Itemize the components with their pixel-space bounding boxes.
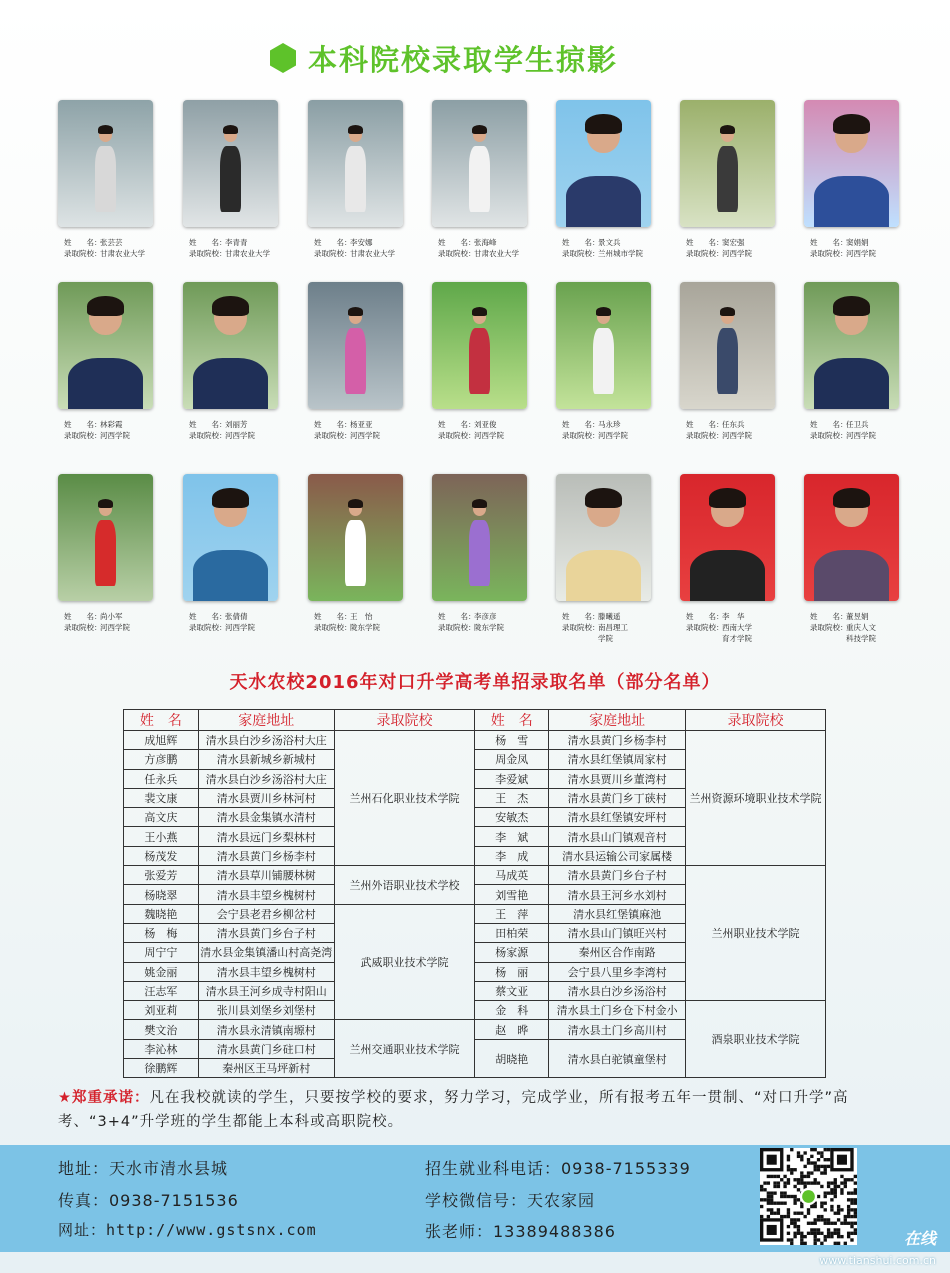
student-caption xyxy=(556,237,656,259)
student-card xyxy=(183,474,283,633)
student-card xyxy=(804,474,904,644)
student-name: 董昱娟 xyxy=(846,612,869,621)
name-label: 姓 名： xyxy=(810,612,848,621)
school-label: 录取院校： xyxy=(189,623,227,632)
student-name-cell: 李爱斌 xyxy=(475,769,549,788)
name-label: 姓 名： xyxy=(562,420,600,429)
name-label: 姓 名： xyxy=(438,238,476,247)
student-card xyxy=(680,474,780,644)
promise-text: 凡在我校就读的学生，只要按学校的要求，努力学习，完成学业，所有报考五年一贯制、“对口升学”高考、“3+4”升学班的学生都能上本科或高职院校。 xyxy=(58,1090,849,1130)
admission-table xyxy=(123,709,826,1078)
student-caption xyxy=(556,611,656,644)
student-school: 甘肃农业大学 xyxy=(474,249,519,258)
address-cell: 清水县贾川乡林河村 xyxy=(198,788,334,807)
name-label: 姓 名： xyxy=(314,612,352,621)
hexagon-icon xyxy=(270,43,296,73)
address-cell: 清水县永清镇南塬村 xyxy=(198,1020,334,1039)
student-name: 李青青 xyxy=(225,238,248,247)
student-caption xyxy=(308,611,408,633)
address-text: 地址：天水市清水县城 xyxy=(58,1159,229,1178)
student-name-cell: 刘亚莉 xyxy=(124,1001,199,1020)
student-card xyxy=(58,474,158,633)
student-name-cell: 杨茂发 xyxy=(124,846,199,865)
section-title-text: 本科院校录取学生掠影 xyxy=(308,42,619,77)
student-caption xyxy=(432,611,532,633)
address-cell: 清水县山门镇旺兴村 xyxy=(549,923,686,942)
student-school: 河西学院 xyxy=(846,431,876,440)
student-name-cell: 田柏荣 xyxy=(475,923,549,942)
student-name: 尚小军 xyxy=(100,612,123,621)
student-name-cell: 杨晓翠 xyxy=(124,885,199,904)
table-header-cell: 姓 名 xyxy=(124,710,199,731)
address-cell: 清水县黄门乡台子村 xyxy=(198,923,334,942)
student-photo xyxy=(183,282,278,409)
school-label: 录取院校： xyxy=(686,249,724,258)
address-cell: 清水县山门镇观音村 xyxy=(549,827,686,846)
student-school: 陇东学院 xyxy=(474,623,504,632)
student-photo xyxy=(308,100,403,227)
address-cell: 会宁县老君乡柳岔村 xyxy=(198,904,334,923)
student-name: 张芸芸 xyxy=(100,238,123,247)
address-cell: 会宁县八里乡李湾村 xyxy=(549,962,686,981)
student-photo xyxy=(432,100,527,227)
address-cell: 清水县远门乡梨林村 xyxy=(198,827,334,846)
student-name-cell: 杨家源 xyxy=(475,943,549,962)
student-card xyxy=(556,474,656,644)
address-cell: 清水县黄门乡杨李村 xyxy=(198,846,334,865)
school-label: 录取院校： xyxy=(810,249,848,258)
student-name: 刘丽芳 xyxy=(225,420,248,429)
fax-text: 传真：0938-7151536 xyxy=(58,1191,239,1210)
address-cell: 秦州区合作南路 xyxy=(549,943,686,962)
student-card xyxy=(680,100,780,259)
student-school: 河西学院 xyxy=(100,431,130,440)
school-cell: 兰州职业技术学院 xyxy=(686,866,826,1001)
student-name-cell: 汪志军 xyxy=(124,981,199,1000)
name-label: 姓 名： xyxy=(189,612,227,621)
address-cell: 清水县土门乡高川村 xyxy=(549,1020,686,1039)
address-cell: 清水县红堡镇周家村 xyxy=(549,750,686,769)
section-title xyxy=(270,36,618,80)
student-name-cell: 马成英 xyxy=(475,866,549,885)
address-cell: 清水县白沙乡汤浴村大庄 xyxy=(198,769,334,788)
student-name: 窦宏强 xyxy=(722,238,745,247)
student-name-cell: 杨 雪 xyxy=(475,731,549,750)
school-label: 录取院校： xyxy=(438,249,476,258)
student-caption xyxy=(804,611,904,644)
student-school: 兰州城市学院 xyxy=(598,249,643,258)
school-cell: 兰州交通职业技术学院 xyxy=(334,1020,475,1078)
student-caption xyxy=(183,611,283,633)
student-caption xyxy=(804,419,904,441)
student-card xyxy=(58,282,158,441)
student-name-cell: 成旭辉 xyxy=(124,731,199,750)
address-cell: 清水县红堡镇麻池 xyxy=(549,904,686,923)
student-card xyxy=(308,282,408,441)
school-label: 录取院校： xyxy=(562,623,600,632)
student-name: 马永珍 xyxy=(598,420,621,429)
student-school: 甘肃农业大学 xyxy=(350,249,395,258)
school-cell: 兰州资源环境职业技术学院 xyxy=(686,731,826,866)
student-name: 李彦彦 xyxy=(474,612,497,621)
list-title: 天水农校2016年对口升学高考单招录取名单（部分名单） xyxy=(229,672,721,693)
school-label: 录取院校： xyxy=(314,431,352,440)
student-photo xyxy=(556,100,651,227)
student-name-cell: 李沁林 xyxy=(124,1039,199,1058)
address-cell: 清水县金集镇水清村 xyxy=(198,808,334,827)
student-name-cell: 任永兵 xyxy=(124,769,199,788)
student-card xyxy=(308,100,408,259)
student-school: 河西学院 xyxy=(225,431,255,440)
name-label: 姓 名： xyxy=(686,612,724,621)
student-name: 景文兵 xyxy=(598,238,621,247)
school-label: 录取院校： xyxy=(810,623,848,632)
student-caption xyxy=(680,419,780,441)
watermark-url: www.tianshui.com.cn xyxy=(819,1254,936,1267)
student-photo xyxy=(556,282,651,409)
address-cell: 清水县红堡镇安坪村 xyxy=(549,808,686,827)
school-label: 录取院校： xyxy=(438,623,476,632)
student-name: 王 怡 xyxy=(350,612,373,621)
school-label: 录取院校： xyxy=(64,249,102,258)
student-name-cell: 安敏杰 xyxy=(475,808,549,827)
address-cell: 清水县白驼镇童堡村 xyxy=(549,1039,686,1078)
school-cell: 兰州外语职业技术学校 xyxy=(334,866,475,905)
student-name: 滕曦遥 xyxy=(598,612,621,621)
school-label: 录取院校： xyxy=(438,431,476,440)
student-school: 河西学院 xyxy=(722,249,752,258)
school-label: 录取院校： xyxy=(64,431,102,440)
name-label: 姓 名： xyxy=(64,612,102,621)
table-header-row xyxy=(124,710,826,731)
student-photo xyxy=(58,474,153,601)
student-school: 河西学院 xyxy=(598,431,628,440)
address-cell: 清水县白沙乡汤浴村大庄 xyxy=(198,731,334,750)
student-school: 陇东学院 xyxy=(350,623,380,632)
student-name-cell: 裴文康 xyxy=(124,788,199,807)
student-name-cell: 王小燕 xyxy=(124,827,199,846)
teacher-phone-text: 张老师：13389488386 xyxy=(425,1222,616,1241)
address-cell: 清水县黄门乡丁硖村 xyxy=(549,788,686,807)
student-caption xyxy=(804,237,904,259)
student-school: 河西学院 xyxy=(225,623,255,632)
student-photo xyxy=(804,100,899,227)
name-label: 姓 名： xyxy=(810,238,848,247)
student-name: 李 华 xyxy=(722,612,745,621)
address-cell: 清水县黄门乡砫口村 xyxy=(198,1039,334,1058)
school-label: 录取院校： xyxy=(686,431,724,440)
student-school: 甘肃农业大学 xyxy=(100,249,145,258)
address-cell: 清水县白沙乡汤浴村 xyxy=(549,981,686,1000)
student-name-cell: 蔡文亚 xyxy=(475,981,549,1000)
student-card xyxy=(432,100,532,259)
address-cell: 清水县运输公司家属楼 xyxy=(549,846,686,865)
student-school: 河西学院 xyxy=(100,623,130,632)
student-card xyxy=(432,282,532,441)
student-name: 杨亚亚 xyxy=(350,420,373,429)
student-school: 西南大学 育才学院 xyxy=(722,623,752,643)
table-header-cell: 家庭地址 xyxy=(198,710,334,731)
school-label: 录取院校： xyxy=(686,623,724,632)
school-cell: 酒泉职业技术学院 xyxy=(686,1001,826,1078)
phone-text: 招生就业科电话：0938-7155339 xyxy=(425,1159,691,1178)
address-cell: 清水县土门乡仓下村金小 xyxy=(549,1001,686,1020)
wechat-text: 学校微信号：天农家园 xyxy=(425,1191,596,1210)
watermark-logo: 在线 xyxy=(903,1229,936,1248)
student-name-cell: 张爱芳 xyxy=(124,866,199,885)
student-caption xyxy=(432,419,532,441)
name-label: 姓 名： xyxy=(810,420,848,429)
student-caption xyxy=(308,237,408,259)
student-card xyxy=(58,100,158,259)
name-label: 姓 名： xyxy=(64,420,102,429)
school-label: 录取院校： xyxy=(64,623,102,632)
student-name-cell: 杨 梅 xyxy=(124,923,199,942)
student-school: 南昌理工 学院 xyxy=(598,623,628,643)
student-caption xyxy=(183,419,283,441)
student-name: 窦娟娟 xyxy=(846,238,869,247)
student-name-cell: 周宁宁 xyxy=(124,943,199,962)
student-card xyxy=(804,100,904,259)
address-cell: 清水县黄门乡台子村 xyxy=(549,866,686,885)
address-cell: 张川县刘堡乡刘堡村 xyxy=(198,1001,334,1020)
name-label: 姓 名： xyxy=(189,238,227,247)
address-cell: 清水县丰望乡槐树村 xyxy=(198,885,334,904)
student-caption xyxy=(183,237,283,259)
student-name-cell: 姚金丽 xyxy=(124,962,199,981)
student-name: 任东兵 xyxy=(722,420,745,429)
student-card xyxy=(183,100,283,259)
student-name-cell: 方彦鹏 xyxy=(124,750,199,769)
student-card xyxy=(308,474,408,633)
student-school: 河西学院 xyxy=(722,431,752,440)
school-label: 录取院校： xyxy=(189,431,227,440)
student-caption xyxy=(58,611,158,633)
address-cell: 清水县王河乡成寺村阳山 xyxy=(198,981,334,1000)
student-caption xyxy=(680,611,780,644)
student-name-cell: 王 杰 xyxy=(475,788,549,807)
student-caption xyxy=(58,237,158,259)
student-name: 任卫兵 xyxy=(846,420,869,429)
table-row xyxy=(124,1001,826,1020)
promise-lead: ★郑重承诺： xyxy=(58,1090,150,1106)
student-photo xyxy=(432,474,527,601)
student-photo xyxy=(432,282,527,409)
student-name: 刘亚俊 xyxy=(474,420,497,429)
student-name-cell: 魏晓艳 xyxy=(124,904,199,923)
student-photo xyxy=(58,100,153,227)
student-photo xyxy=(804,282,899,409)
student-photo xyxy=(804,474,899,601)
school-label: 录取院校： xyxy=(562,249,600,258)
student-photo xyxy=(680,100,775,227)
school-cell: 兰州石化职业技术学院 xyxy=(334,731,475,866)
student-name-cell: 胡晓艳 xyxy=(475,1039,549,1078)
table-header-cell: 录取院校 xyxy=(334,710,475,731)
name-label: 姓 名： xyxy=(438,420,476,429)
student-name: 林彩霞 xyxy=(100,420,123,429)
student-caption xyxy=(432,237,532,259)
address-cell: 清水县新城乡新城村 xyxy=(198,750,334,769)
student-card xyxy=(183,282,283,441)
name-label: 姓 名： xyxy=(438,612,476,621)
student-name-cell: 金 科 xyxy=(475,1001,549,1020)
student-school: 河西学院 xyxy=(474,431,504,440)
address-cell: 清水县王河乡水刘村 xyxy=(549,885,686,904)
name-label: 姓 名： xyxy=(686,238,724,247)
student-card xyxy=(680,282,780,441)
student-photo xyxy=(58,282,153,409)
student-name-cell: 高文庆 xyxy=(124,808,199,827)
student-name-cell: 刘雪艳 xyxy=(475,885,549,904)
address-cell: 清水县丰望乡槐树村 xyxy=(198,962,334,981)
address-cell: 清水县草川铺腰林树 xyxy=(198,866,334,885)
student-card xyxy=(556,282,656,441)
student-school: 甘肃农业大学 xyxy=(225,249,270,258)
student-photo xyxy=(680,474,775,601)
address-cell: 清水县黄门乡杨李村 xyxy=(549,731,686,750)
student-photo xyxy=(680,282,775,409)
name-label: 姓 名： xyxy=(189,420,227,429)
student-name-cell: 周金凤 xyxy=(475,750,549,769)
qr-code-icon xyxy=(760,1148,857,1245)
student-caption xyxy=(556,419,656,441)
name-label: 姓 名： xyxy=(562,238,600,247)
student-caption xyxy=(308,419,408,441)
table-row xyxy=(124,866,826,885)
student-name-cell: 王 萍 xyxy=(475,904,549,923)
school-cell: 武威职业技术学院 xyxy=(334,904,475,1020)
student-school: 河西学院 xyxy=(846,249,876,258)
student-card xyxy=(556,100,656,259)
address-cell: 清水县贾川乡董湾村 xyxy=(549,769,686,788)
school-label: 录取院校： xyxy=(314,249,352,258)
student-card xyxy=(804,282,904,441)
promise-note xyxy=(58,1086,918,1134)
student-name-cell: 杨 丽 xyxy=(475,962,549,981)
student-name: 张倩倩 xyxy=(225,612,248,621)
student-photo xyxy=(556,474,651,601)
table-header-cell: 姓 名 xyxy=(475,710,549,731)
name-label: 姓 名： xyxy=(314,238,352,247)
student-caption xyxy=(58,419,158,441)
student-photo xyxy=(183,100,278,227)
address-cell: 秦州区王马坪新村 xyxy=(198,1059,334,1078)
name-label: 姓 名： xyxy=(64,238,102,247)
student-name-cell: 樊文治 xyxy=(124,1020,199,1039)
name-label: 姓 名： xyxy=(562,612,600,621)
student-caption xyxy=(680,237,780,259)
table-header-cell: 家庭地址 xyxy=(549,710,686,731)
student-card xyxy=(432,474,532,633)
student-school: 重庆人文 科技学院 xyxy=(846,623,876,643)
student-name-cell: 李 成 xyxy=(475,846,549,865)
name-label: 姓 名： xyxy=(686,420,724,429)
student-name-cell: 李 斌 xyxy=(475,827,549,846)
student-photo xyxy=(308,474,403,601)
school-label: 录取院校： xyxy=(189,249,227,258)
student-school: 河西学院 xyxy=(350,431,380,440)
address-cell: 清水县金集镇潘山村高尧湾 xyxy=(198,943,334,962)
student-name-cell: 赵 晔 xyxy=(475,1020,549,1039)
school-label: 录取院校： xyxy=(314,623,352,632)
student-photo xyxy=(183,474,278,601)
student-name: 李安娜 xyxy=(350,238,373,247)
student-name: 张海峰 xyxy=(474,238,497,247)
website-link[interactable]: 网址：http://www.gstsnx.com xyxy=(58,1221,317,1239)
student-photo xyxy=(308,282,403,409)
table-row xyxy=(124,731,826,750)
school-label: 录取院校： xyxy=(562,431,600,440)
table-header-cell: 录取院校 xyxy=(686,710,826,731)
school-label: 录取院校： xyxy=(810,431,848,440)
name-label: 姓 名： xyxy=(314,420,352,429)
student-name-cell: 徐鹏辉 xyxy=(124,1059,199,1078)
